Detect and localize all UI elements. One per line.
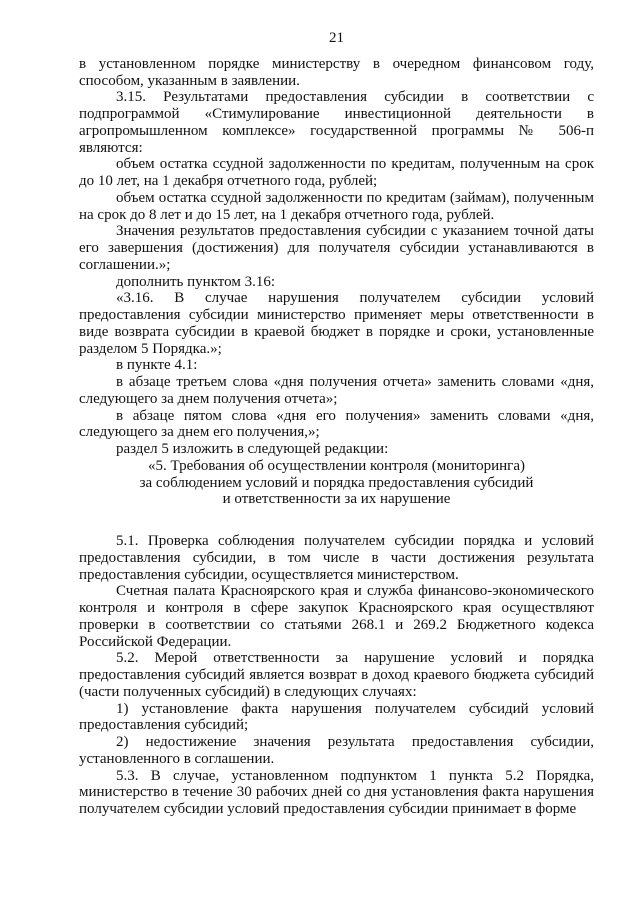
paragraph-continuation: в установленном порядке министерству в очередном финансовом году, способом, указанным в заявлении. xyxy=(79,55,594,89)
paragraph-5-2: 5.2. Мерой ответственности за нарушение условий и порядка предоставления субсидий является возврат в доход краевого бюджета субсидий (части полученных субсидий) в следующих случаях: xyxy=(79,650,594,700)
paragraph-result-2: объем остатка ссудной задолженности по кредитам (займам), полученным на срок до 8 лет и до 15 лет, на 1 декабря отчетного года, рублей. xyxy=(79,189,594,223)
paragraph-abzac-3: в абзаце третьем слова «дня получения отчета» заменить словами «дня, следующего за днем получения отчета»; xyxy=(79,374,594,407)
section-gap xyxy=(79,508,594,533)
section-heading-line-1: «5. Требования об осуществлении контроля (мониторинга) xyxy=(148,457,525,474)
paragraph-3-16: «3.16. В случае нарушения получателем субсидии условий предоставления субсидии министерство применяет меры ответственности в виде возврата субсидии в краевой бюджет в порядке и сроки, установленные разделом 5 Порядка.»; xyxy=(79,290,594,357)
section-heading-line-2: за соблюдением условий и порядка предоставления субсидий xyxy=(139,474,534,491)
section-heading-line-3: и ответственности за их нарушение xyxy=(222,491,451,508)
paragraph-case-1: 1) установление факта нарушения получателем субсидий условий предоставления субсидий; xyxy=(79,700,594,734)
paragraph-case-2: 2) недостижение значения результата предоставления субсидии, установленного в соглашении. xyxy=(79,734,594,767)
paragraph-add-3-16: дополнить пунктом 3.16: xyxy=(116,273,276,290)
paragraph-result-1: объем остатка ссудной задолженности по кредитам, полученным на срок до 10 лет, на 1 декабря отчетного года, рублей; xyxy=(79,156,594,189)
paragraph-abzac-5: в абзаце пятом слова «дня его получения» заменить словами «дня, следующего за днем его получения,»; xyxy=(79,407,594,441)
document-page xyxy=(79,30,594,818)
paragraph-audit: Счетная палата Красноярского края и служба финансово-экономического контроля и контроля в сфере закупок Красноярского края осуществляют проверки в соответствии со статьями 268.1 и 269.2 Бюджетного кодекса Российской Федерации. xyxy=(79,583,594,650)
paragraph-5-1: 5.1. Проверка соблюдения получателем субсидии порядка и условий предоставления субсидии, в том числе в части достижения результата предоставления субсидии, осуществляется министерством. xyxy=(79,533,594,583)
paragraph-section-5-intro: раздел 5 изложить в следующей редакции: xyxy=(116,441,389,457)
page-number: 21 xyxy=(329,30,344,46)
paragraph-item-4-1: в пункте 4.1: xyxy=(116,357,198,374)
paragraph-3-15: 3.15. Результатами предоставления субсидии в соответствии с подпрограммой «Стимулирование инвестиционной деятельности в агропромышленном комплексе» государственной программы № 506-п являются: xyxy=(79,89,594,156)
paragraph-result-values: Значения результатов предоставления субсидии с указанием точной даты его завершения (достижения) для получателя субсидии устанавливаются в соглашении.»; xyxy=(79,223,594,273)
paragraph-5-3: 5.3. В случае, установленном подпунктом 1 пункта 5.2 Порядка, министерство в течение 30 рабочих дней со дня установления факта нарушения получателем субсидии условий предоставления субсидии принимает в форме xyxy=(79,767,594,817)
